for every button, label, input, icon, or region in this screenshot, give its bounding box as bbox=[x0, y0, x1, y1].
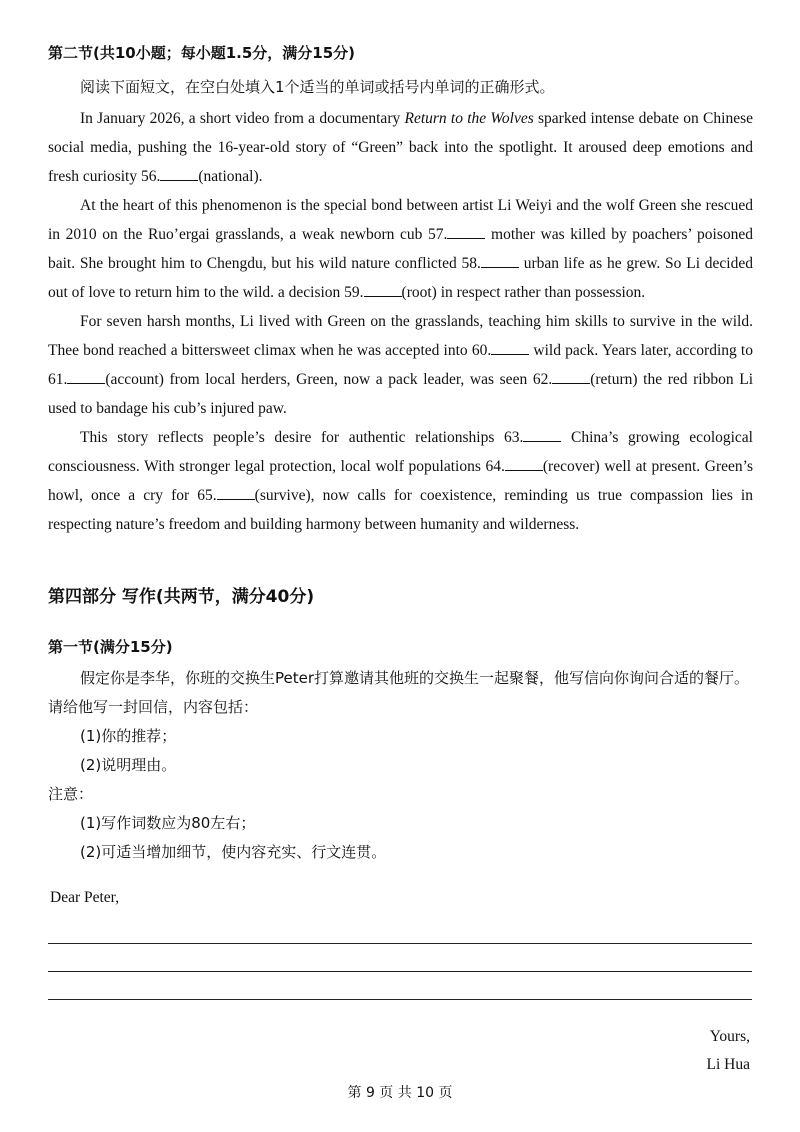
section2-instruction: 阅读下面短文，在空白处填入1个适当的单词或括号内单词的正确形式。 bbox=[80, 78, 555, 96]
blank-61[interactable] bbox=[67, 369, 105, 384]
text-span: In January 2026, a short video from a documentary bbox=[80, 110, 405, 127]
text-span: sparked intense debate on Chinese social media, pushing the 16-year-old story of “Green” back into the spotlight. It aroused deep emotions and fresh curiosity 56. bbox=[48, 110, 753, 185]
passage-paragraph-1 bbox=[48, 104, 753, 191]
text-span: At the heart of this phenomenon is the special bond between artist Li Weiyi and the wolf Green she rescued in 2010 on the Ruo’ergai grasslands, a weak newborn cub 57. bbox=[48, 197, 753, 243]
text-span: wild pack. Years later, according to 61. bbox=[48, 342, 753, 388]
passage-paragraph-4 bbox=[48, 423, 753, 539]
text-span: For seven harsh months, Li lived with Green on the grasslands, teaching him skills to survive in the wild. Thee bond reached a bittersweet climax when he was accepted into 60. bbox=[48, 313, 753, 359]
text-span: China’s growing ecological consciousness. With stronger legal protection, local wolf populations 64. bbox=[48, 429, 753, 475]
blank-60[interactable] bbox=[491, 340, 529, 355]
passage-paragraph-3 bbox=[48, 307, 753, 423]
documentary-title: Return to the Wolves bbox=[404, 110, 534, 127]
text-span: (national). bbox=[198, 168, 263, 185]
blank-62[interactable] bbox=[552, 369, 590, 384]
text-span: (recover) well at present. Green’s howl, once a cry for 65. bbox=[48, 458, 753, 504]
writing-line[interactable] bbox=[48, 971, 752, 972]
text-span: (root) in respect rather than possession. bbox=[401, 284, 646, 301]
blank-58[interactable] bbox=[481, 253, 519, 268]
text-span: (return) the red ribbon Li used to bandage his cub’s injured paw. bbox=[48, 371, 753, 417]
note-label: 注意： bbox=[48, 785, 94, 803]
blank-59[interactable] bbox=[364, 282, 402, 297]
signature: Li Hua bbox=[706, 1056, 750, 1073]
section2-heading: 第二节(共10小题；每小题1.5分，满分15分) bbox=[48, 44, 356, 62]
blank-57[interactable] bbox=[447, 224, 485, 239]
writing-prompt: 假定你是李华，你班的交换生Peter打算邀请其他班的交换生一起聚餐，他写信向你询问合适的餐厅。请给他写一封回信，内容包括： bbox=[48, 669, 750, 716]
passage-paragraph-2 bbox=[48, 191, 753, 307]
page-footer: 第 9 页 共 10 页 bbox=[347, 1085, 453, 1101]
requirement-item: (2)说明理由。 bbox=[80, 756, 177, 774]
blank-56[interactable] bbox=[160, 166, 198, 181]
note-item: (2)可适当增加细节，使内容充实、行文连贯。 bbox=[80, 843, 387, 861]
text-span: urban life as he grew. So Li decided out of love to return him to the wild. a decision 59. bbox=[48, 255, 753, 301]
writing-section1-heading: 第一节(满分15分) bbox=[48, 638, 173, 656]
cloze-passage bbox=[48, 104, 753, 539]
closing: Yours, bbox=[709, 1028, 750, 1045]
writing-task bbox=[48, 664, 753, 867]
text-span: (survive), now calls for coexistence, reminding us true compassion lies in respecting nature’s freedom and building harmony between humanity and wilderness. bbox=[48, 487, 753, 533]
blank-63[interactable] bbox=[523, 427, 561, 442]
blank-64[interactable] bbox=[505, 456, 543, 471]
requirement-item: (1)你的推荐； bbox=[80, 727, 177, 745]
note-item: (1)写作词数应为80左右； bbox=[80, 814, 256, 832]
text-span: (account) from local herders, Green, now a pack leader, was seen 62. bbox=[105, 371, 553, 388]
blank-65[interactable] bbox=[217, 485, 255, 500]
writing-line[interactable] bbox=[48, 943, 752, 944]
text-span: mother was killed by poachers’ poisoned bait. She brought him to Chengdu, but his wild nature conflicted 58. bbox=[48, 226, 753, 272]
salutation: Dear Peter, bbox=[50, 889, 120, 906]
writing-line[interactable] bbox=[48, 999, 752, 1000]
part4-heading: 第四部分 写作(共两节，满分40分) bbox=[48, 587, 315, 607]
text-span: This story reflects people’s desire for authentic relationships 63. bbox=[80, 429, 524, 446]
